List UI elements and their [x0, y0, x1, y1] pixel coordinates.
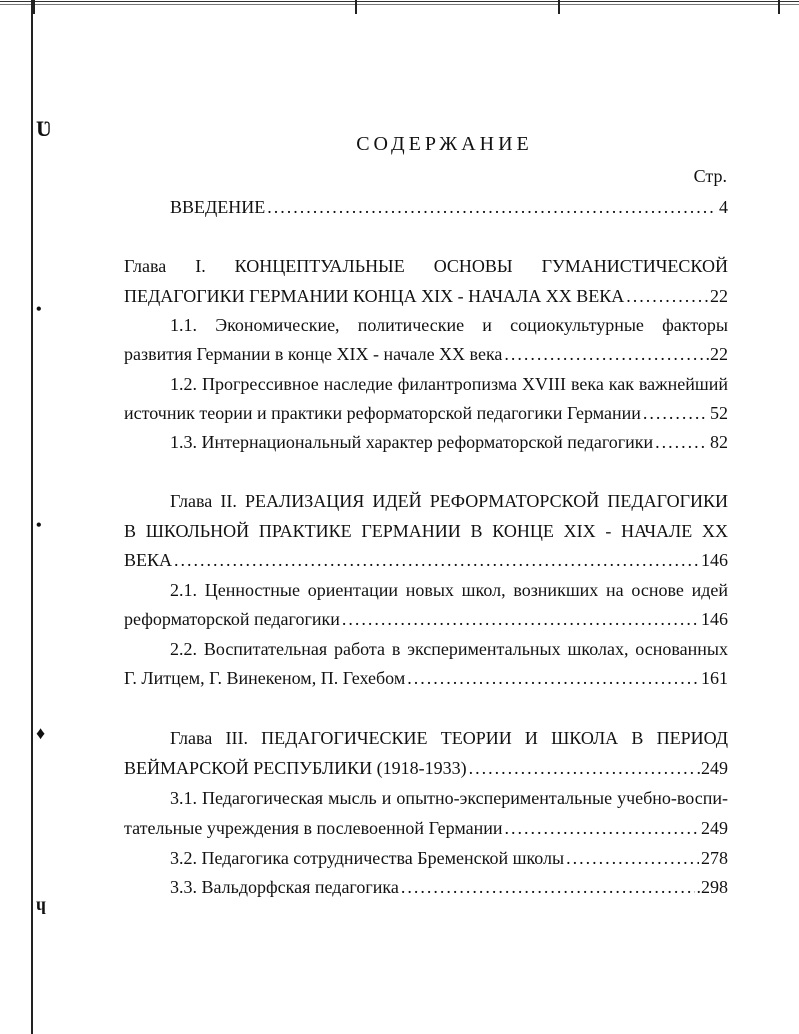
- leader-dots: [405, 665, 699, 691]
- scan-tick: [33, 0, 35, 14]
- chapter-3-heading[interactable]: Глава III. ПЕДАГОГИЧЕСКИЕ ТЕОРИИ И ШКОЛА В ПЕРИОД: [170, 728, 728, 748]
- leader-dots: [502, 341, 703, 367]
- toc-entry-text: развития Германии в конце XIX - начале XX века: [124, 344, 503, 364]
- section-2-1-cont[interactable]: [124, 606, 728, 632]
- leader-dots: [502, 815, 699, 841]
- toc-entry-text: Г. Литцем, Г. Винекеном, П. Гехебом: [124, 668, 406, 688]
- toc-page-number: 22: [710, 286, 728, 306]
- toc-entry-introduction[interactable]: [170, 194, 728, 220]
- leader-dots: [399, 874, 695, 900]
- section-1-2[interactable]: 1.2. Прогрессивное наследие филантропизма XVIII века как важнейший: [170, 374, 728, 394]
- toc-page-number: .298: [696, 877, 728, 897]
- section-1-3[interactable]: [170, 429, 728, 455]
- section-1-1-cont[interactable]: [124, 341, 728, 367]
- toc-entry-text: ВВЕДЕНИЕ: [170, 197, 266, 217]
- section-3-1[interactable]: 3.1. Педагогическая мысль и опытно-экспериментальные учебно-воспи-: [170, 788, 728, 808]
- toc-entry-text: ВЕКА: [124, 550, 173, 570]
- scan-speck: •: [36, 301, 42, 318]
- leader-dots: [641, 400, 699, 426]
- section-1-2-cont[interactable]: [124, 400, 728, 426]
- toc-page-number: 278: [701, 848, 728, 868]
- chapter-2-heading-end[interactable]: [124, 547, 728, 573]
- toc-entry-text: 3.2. Педагогика сотрудничества Бременской школы: [170, 848, 565, 868]
- toc-entry-text: ВЕЙМАРСКОЙ РЕСПУБЛИКИ (1918-1933): [124, 758, 467, 778]
- toc-page-number: 82: [710, 432, 728, 452]
- page-column-label: Стр.: [693, 166, 727, 186]
- toc-page-number: 4: [719, 197, 728, 217]
- toc-entry-text: 3.3. Вальдорфская педагогика: [170, 877, 399, 897]
- toc-entry-text: источник теории и практики реформаторской педагогики Германии: [124, 403, 641, 423]
- section-3-1-cont[interactable]: [124, 815, 728, 841]
- toc-page-number: . 52: [701, 403, 728, 423]
- scan-speck: ɥ: [36, 894, 47, 914]
- leader-dots: [564, 845, 699, 871]
- leader-dots: [653, 429, 708, 455]
- toc-page-number: 161: [701, 668, 728, 688]
- chapter-3-heading-cont[interactable]: [124, 755, 728, 781]
- section-3-3[interactable]: [170, 874, 728, 900]
- scan-tick: [355, 0, 357, 14]
- scan-tick: [558, 0, 560, 14]
- toc-entry-text: тательные учреждения в послевоенной Германии: [124, 818, 503, 838]
- toc-entry-text: реформаторской педагогики: [124, 609, 340, 629]
- scan-speck: ♦: [36, 723, 46, 743]
- leader-dots: [265, 194, 717, 220]
- toc-entry-text: 1.3. Интернациональный характер реформаторской педагогики: [170, 432, 654, 452]
- scan-tick: [778, 0, 780, 14]
- leader-dots: [172, 547, 699, 573]
- toc-page-number: .22: [705, 344, 728, 364]
- leader-dots: [467, 755, 695, 781]
- scan-border-top: [0, 1, 799, 5]
- chapter-2-heading[interactable]: Глава II. РЕАЛИЗАЦИЯ ИДЕЙ РЕФОРМАТОРСКОЙ ПЕДАГОГИКИ: [170, 491, 728, 511]
- leader-dots: [624, 283, 708, 309]
- chapter-1-heading-cont[interactable]: [124, 283, 728, 309]
- toc-entry-text: ПЕДАГОГИКИ ГЕРМАНИИ КОНЦА XIX - НАЧАЛА XX ВЕКА: [124, 286, 625, 306]
- chapter-1-heading[interactable]: Глава I. КОНЦЕПТУАЛЬНЫЕ ОСНОВЫ ГУМАНИСТИЧЕСКОЙ: [124, 256, 728, 276]
- scan-speck: •: [36, 517, 42, 534]
- section-3-2[interactable]: [170, 845, 728, 871]
- section-2-2-cont[interactable]: [124, 665, 728, 691]
- scan-speck: Ʋ: [36, 116, 51, 141]
- leader-dots: [340, 606, 699, 632]
- page-title: СОДЕРЖАНИЕ: [356, 133, 533, 155]
- toc-page-number: 146: [701, 609, 728, 629]
- toc-page-number: 249: [701, 818, 728, 838]
- chapter-2-heading-cont[interactable]: В ШКОЛЬНОЙ ПРАКТИКЕ ГЕРМАНИИ В КОНЦЕ XIX - НАЧАЛЕ XX: [124, 521, 728, 541]
- section-2-2[interactable]: 2.2. Воспитательная работа в экспериментальных школах, основанных: [170, 639, 728, 659]
- section-2-1[interactable]: 2.1. Ценностные ориентации новых школ, возникших на основе идей: [170, 580, 728, 600]
- toc-page-number: 146: [701, 550, 728, 570]
- section-1-1[interactable]: 1.1. Экономические, политические и социокультурные факторы: [170, 315, 728, 335]
- toc-page-number: .249: [696, 758, 728, 778]
